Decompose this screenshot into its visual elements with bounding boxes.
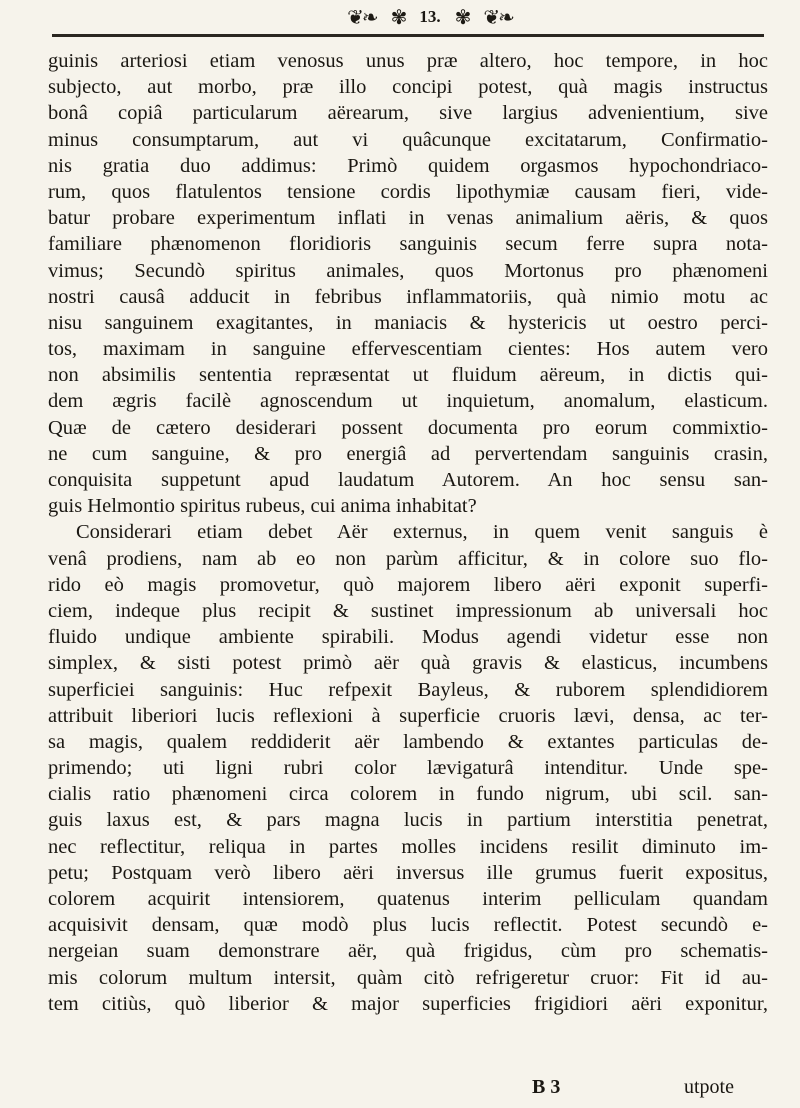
text-line: nostri causâ adducit in febribus inflammatoriis, quà nimio motu ac <box>48 285 768 308</box>
text-line: nergeian suam demonstrare aër, quà frigidus, cùm pro schematis- <box>48 940 768 963</box>
text-line: batur probare experimentum inflati in venas animalium aëris, & quos <box>48 207 768 230</box>
text-line: tos, maximam in sanguine effervescentiam cientes: Hos autem vero <box>48 338 768 361</box>
text-line: primendo; uti ligni rubri color lævigaturâ intenditur. Unde spe- <box>48 757 768 780</box>
text-line: guis laxus est, & pars magna lucis in partium interstitia penetrat, <box>48 809 768 832</box>
text-line: guis Helmontio spiritus rubeus, cui anima inhabitat? <box>48 495 477 518</box>
text-line: nis gratia duo addimus: Primò quidem orgasmos hypochondriaco- <box>48 154 768 177</box>
fleuron-icon: ✾ <box>454 5 470 29</box>
text-line: Quæ de cætero desiderari possent documenta pro eorum commixtio- <box>48 416 768 439</box>
text-line: sa magis, qualem reddiderit aër lambendo & extantes particulas de- <box>48 730 768 753</box>
text-line: ciem, indeque plus recipit & sustinet impressionum ab universali hoc <box>48 599 768 622</box>
text-line: tem citiùs, quò liberior & major superficies frigidiori aëri exponitur, <box>48 992 768 1015</box>
text-line: superficiei sanguinis: Huc refpexit Bayleus, & ruborem splendidiorem <box>48 678 768 701</box>
text-line: venâ prodiens, nam ab eo non parùm afficitur, & in colore suo flo- <box>48 547 768 570</box>
text-line: attribuit liberiori lucis reflexioni à superficie cruoris lævi, densa, ac ter- <box>48 704 768 727</box>
text-line: ne cum sanguine, & pro energiâ ad pervertendam sanguinis crasin, <box>48 442 768 465</box>
text-line: non absimilis sententia repræsentat ut fluidum aëreum, in dictis qui- <box>48 364 768 387</box>
fleuron-icon: ✾ <box>390 5 406 29</box>
catchword: utpote <box>684 1076 734 1098</box>
text-line: fluido undique ambiente spirabili. Modus agendi videtur esse non <box>48 626 768 649</box>
text-line: nec reflectitur, reliqua in partes molles incidens resilit diminuto im- <box>48 835 768 858</box>
text-line: rum, quos flatulentos tensione cordis lipothymiæ causam fieri, vide- <box>48 180 768 203</box>
text-line: dem ægris facilè agnoscendum ut inquietum, anomalum, elasticum. <box>48 390 768 413</box>
signature-mark: B 3 <box>532 1076 561 1098</box>
text-line: nisu sanguinem exagitantes, in maniacis & hystericis ut oestro perci- <box>48 311 768 334</box>
text-line: mis colorum multum intersit, quàm citò refrigeretur cruor: Fit id au- <box>48 966 768 989</box>
text-line: vimus; Secundò spiritus animales, quos Mortonus pro phænomeni <box>48 259 768 282</box>
text-line: guinis arteriosi etiam venosus unus præ altero, hoc tempore, in hoc <box>48 50 768 72</box>
text-line: minus consumptarum, aut vi quâcunque excitatarum, Confirmatio- <box>48 128 768 151</box>
fleuron-icon: ❦❧ <box>347 5 377 29</box>
text-line: petu; Postquam verò libero aëri inversus ille grumus fuerit expositus, <box>48 861 768 884</box>
text-line: familiare phænomenon floridioris sanguinis secum ferre supra nota- <box>48 233 768 256</box>
header-rule <box>52 34 764 37</box>
running-header <box>220 4 640 30</box>
text-line: Considerari etiam debet Aër externus, in quem venit sanguis è <box>76 521 768 544</box>
text-line: simplex, & sisti potest primò aër quà gravis & elasticus, incumbens <box>48 652 768 675</box>
page-number: 13. <box>419 7 441 26</box>
text-line: subjecto, aut morbo, præ illo concipi potest, quà magis instructus <box>48 76 768 99</box>
text-line: conquisita suppetunt apud laudatum Autorem. An hoc sensu san- <box>48 469 768 491</box>
body-text <box>48 48 768 1017</box>
text-line: acquisivit densam, quæ modò plus lucis reflectit. Potest secundò e- <box>48 914 768 937</box>
text-line: cialis ratio phænomeni circa colorem in fundo nigrum, ubi scil. san- <box>48 783 768 806</box>
text-line: rido eò magis promovetur, quò majorem libero aëri exponit superfi- <box>48 573 768 596</box>
text-line: colorem acquirit intensiorem, quatenus interim pelliculam quandam <box>48 888 768 910</box>
fleuron-icon: ❦❧ <box>483 5 513 29</box>
text-line: bonâ copiâ particularum aërearum, sive largius advenientium, sive <box>48 102 768 125</box>
